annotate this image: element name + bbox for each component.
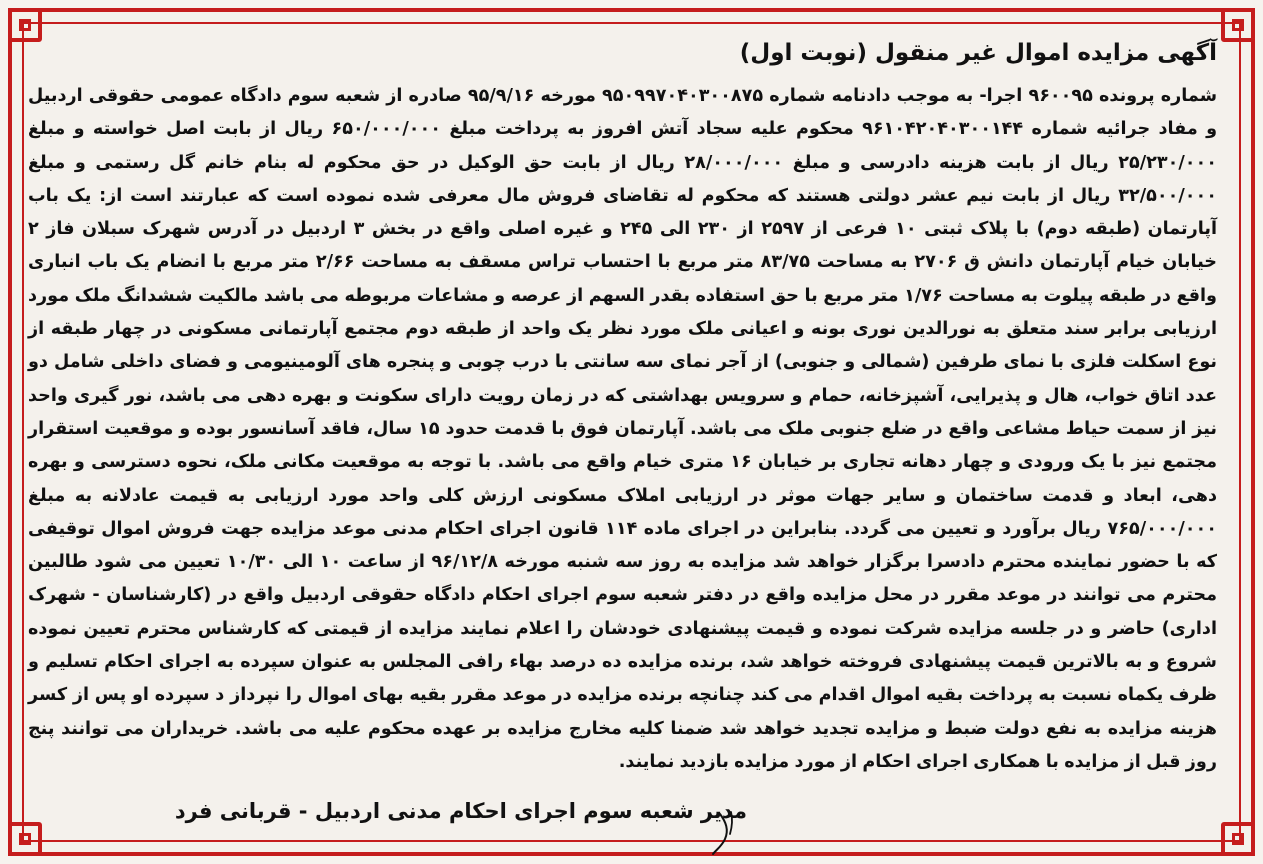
notice-title: آگهی مزایده اموال غیر منقول (نوبت اول): [739, 40, 1217, 66]
corner-ornament-top-right: [1221, 8, 1255, 42]
corner-ornament-bottom-left: [8, 822, 42, 856]
notice-content: [28, 36, 1217, 826]
signature-line: مدیر شعبه سوم اجرای احکام مدنی اردبیل - قربانی فرد: [174, 799, 747, 824]
notice-body: شماره پرونده ۹۶۰۰۹۵ اجرا- به موجب دادنامه شماره ۹۵۰۹۹۷۰۴۰۳۰۰۸۷۵ مورخه ۹۵/۹/۱۶ صادره از شعبه سوم دادگاه عمومی حقوقی اردبیل و مفاد جرائیه شماره ۹۶۱۰۴۲۰۴۰۳۰۰۱۴۴ محکوم علیه سجاد آتش افروز به پرداخت مبلغ ۶۵۰/۰۰۰/۰۰۰ ریال از بابت اصل خواسته و مبلغ ۲۵/۲۳۰/۰۰۰ ریال از بابت هزینه دادرسی و مبلغ ۲۸/۰۰۰/۰۰۰ ریال از بابت حق الوکیل در حق محکوم له بنام خانم گل رستمی و مبلغ ۳۲/۵۰۰/۰۰۰ ریال از بابت نیم عشر دولتی هستند که محکوم له تقاضای فروش مال معرفی شده نموده است که عبارتند است از: یک باب آپارتمان (طبقه دوم) با پلاک ثبتی ۱۰ فرعی از ۲۵۹۷ از ۲۳۰ الی ۲۴۵ و غیره اصلی واقع در بخش ۳ اردبیل در آدرس شهرک سبلان فاز ۲ خیابان خیام آپارتمان دانش ق ۲۷۰۶ به مساحت ۸۳/۷۵ متر مربع با احتساب تراس مسقف به مساحت ۲/۶۶ متر مربع با انضام یک باب انباری واقع در طبقه پیلوت به مساحت ۱/۷۶ متر مربع با حق استفاده بقدر السهم از عرصه و مشاعات مربوطه می باشد مالکیت ششدانگ ملک مورد ارزیابی برابر سند متعلق به نورالدین نوری بونه و اعیانی ملک مورد نظر یک واحد از طبقه دوم مجتمع آپارتمانی مسکونی در چهار طبقه از نوع اسکلت فلزی با نمای طرفین (شمالی و جنوبی) از آجر نمای سه سانتی با درب چوبی و پنجره های آلومینیومی و فضای داخلی شامل دو عدد اتاق خواب، هال و پذیرایی، آشپزخانه، حمام و سرویس بهداشتی که در زمان رویت دارای سکونت و بهره دهی می باشد، نور گیری واحد نیز از سمت حیاط مشاعی واقع در ضلع جنوبی ملک می باشد. آپارتمان فوق با قدمت حدود ۱۵ سال، فاقد آسانسور بوده و موقعیت استقرار مجتمع نیز با یک ورودی و چهار دهانه تجاری بر خیابان ۱۶ متری خیام واقع می باشد. با توجه به موقعیت مکانی ملک، نحوه دسترسی و بهره دهی، ابعاد و قدمت ساختمان و سایر جهات موثر در ارزیابی املاک مسکونی ارزش کلی واحد مورد ارزیابی به قیمت عادلانه به مبلغ ۷۶۵/۰۰۰/۰۰۰ ریال برآورد و تعیین می گردد. بنابراین در اجرای ماده ۱۱۴ قانون اجرای احکام مدنی موعد مزایده جهت فروش اموال توقیفی که با حضور نماینده محترم دادسرا برگزار خواهد شد مزایده به روز سه شنبه مورخه ۹۶/۱۲/۸ از ساعت ۱۰ الی ۱۰/۳۰ تعیین می شود طالبین محترم می توانند در موعد مقرر در محل مزایده واقع در دفتر شعبه سوم اجرای احکام دادگاه حقوقی اردبیل واقع در (کارشناسان - شهرک اداری) حاضر و در جلسه مزایده شرکت نموده و قیمت پیشنهادی خودشان را اعلام نمایند مزایده از قیمتی که کارشناس محترم تعیین نموده شروع و به بالاترین قیمت پیشنهادی فروخته خواهد شد، برنده مزایده ده درصد بهاء رافی المجلس به عنوان سپرده به اجرای احکام تسلیم و ظرف یکماه نسبت به پرداخت بقیه اموال اقدام می کند چنانچه برنده مزایده در موعد مقرر بقیه بهای اموال را نپرداز د سپرده او پس از کسر هزینه مزایده به نفع دولت ضبط و مزایده تجدید خواهد شد ضمنا کلیه مخارج مزایده بر عهده محکوم علیه می باشد. خریداران می توانند پنج روز قبل از مزایده با همکاری اجرای احکام از مورد مزایده بازدید نمایند.: [28, 86, 1218, 772]
corner-ornament-bottom-right: [1221, 822, 1255, 856]
